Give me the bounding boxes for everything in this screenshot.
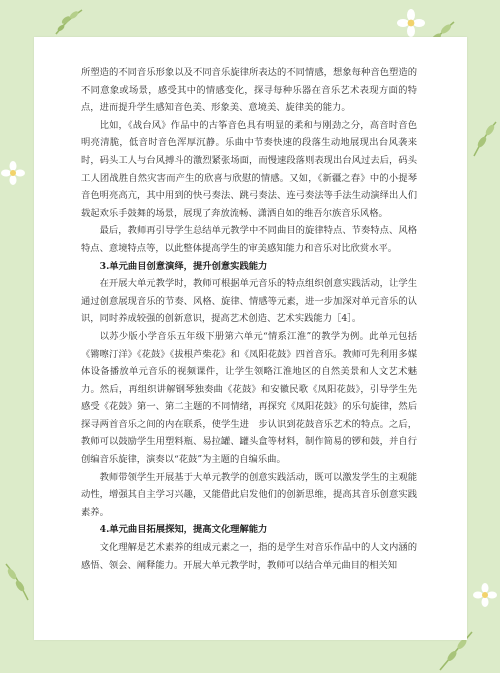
leaf-sprig-bottom-left xyxy=(2,560,32,602)
article-body xyxy=(81,64,417,574)
leaf-sprig-top-left xyxy=(52,6,86,36)
paragraph: 教师带领学生开展基于大单元教学的创意实践活动，既可以激发学生的主观能动性，增强其自主学习兴趣，又能借此启发他们的创新思维，提高其音乐创意实践素养。 xyxy=(81,471,417,518)
paragraph: 在开展大单元教学时，教师可根据单元音乐的特点组织创意实践活动，让学生通过创意展现音乐的节奏、风格、旋律、情感等元素，进一步加深对单元音乐的认识，同时养成较强的创新意识，提高艺术创造、艺术实践能力［4］。 xyxy=(81,278,417,325)
section-heading: 4.单元曲目拓展探知，提高文化理解能力 xyxy=(99,524,268,536)
paragraph-continued: 所塑造的不同音乐形象以及不同音乐旋律所表达的不同情感，想象每种音色塑造的不同意象或场景，感受其中的情感变化，探寻每种乐器在音乐艺术表现方面的特点，进而提升学生感知音色美、形象美、意境美、旋律美的能力。 xyxy=(81,67,417,114)
leaf-sprig-right xyxy=(470,118,500,158)
paragraph: 文化理解是艺术素养的组成元素之一，指的是学生对音乐作品中的人文内涵的感悟、领会、阐释能力。开展大单元教学时，教师可以结合单元曲目的相关知 xyxy=(81,542,417,571)
paragraph: 比如，《战台风》作品中的古筝音色具有明显的柔和与刚劲之分，高音时音色明亮清脆，低音时音色浑厚沉静。乐曲中节奏快速的段落生动地展现出台风袭来时，码头工人与台风搏斗的激烈紧张场面，而慢速段落则表现出台风过去后，码头工人团战胜自然灾害而产生的欣喜与欣慰的情感。又如，《新疆之春》中的小提琴音色明亮高亢，其中用到的快弓奏法、跳弓奏法、连弓奏法等手法生动演绎出人们载起欢乐手鼓舞的场景，展现了奔放流畅、潇洒自如的维吾尔族音乐风格。 xyxy=(81,119,417,219)
flower-bottom-right-icon xyxy=(472,582,498,608)
paragraph: 最后，教师再引导学生总结单元教学中不同曲目的旋律特点、节奏特点、风格特点、意境特点等，以此整体提高学生的审美感知能力和音乐对比欣赏水平。 xyxy=(81,225,417,254)
paragraph: 以苏少版小学音乐五年级下册第六单元“情系江淮”的教学为例。此单元包括《锵嚓汀洋》《花鼓》《拔根芦柴花》和《凤阳花鼓》四首音乐。教师可先利用多媒体设备播放单元音乐的视频课件，让学生领略江淮地区的自然美景和人文艺术魅力。然后，再组织讲解钢琴独奏曲《花鼓》和安徽民歌《凤阳花鼓》，引导学生先感受《花鼓》第一、第二主题的不同情绪，再探究《凤阳花鼓》的乐句旋律，然后探寻两首音乐之间的内在联系，使学生进 步认识到花鼓音乐艺术的特点。之后，教师可以鼓励学生用塑料瓶、易拉罐、罐头盒等材料，制作简易的锣和鼓，并自行创编音乐旋律，演奏以“花鼓”为主题的自编乐曲。 xyxy=(81,330,417,466)
section-heading: 3.单元曲目创意演绎，提升创意实践能力 xyxy=(99,260,268,272)
flower-left-icon xyxy=(0,160,26,186)
